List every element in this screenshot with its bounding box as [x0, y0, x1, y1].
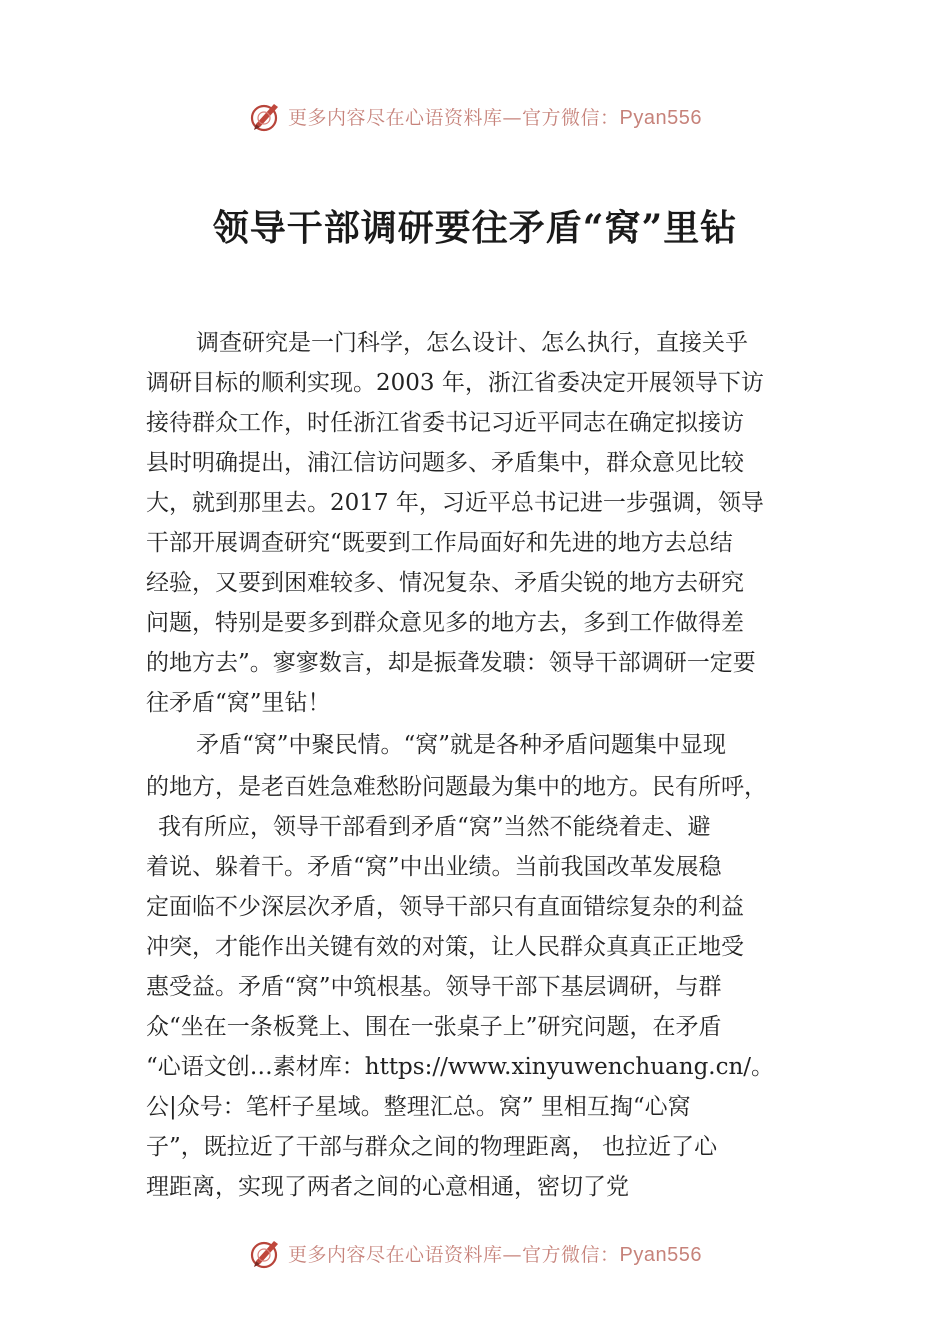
- body-line: 大，就到那里去。2017 年，习近平总书记进一步强调，领导: [146, 490, 764, 516]
- banner-site-name: 更多内容尽在心语资料库: [288, 1243, 503, 1266]
- pen-logo-icon: [248, 98, 284, 134]
- body-line: 调研目标的顺利实现。2003 年，浙江省委决定开展领导下访: [146, 370, 764, 396]
- banner-text: [288, 1240, 702, 1267]
- body-line: 问题，特别是要多到群众意见多的地方去，多到工作做得差: [146, 610, 744, 636]
- document-title: 领导干部调研要往矛盾“窝”里钻: [212, 207, 738, 249]
- body-line: 着说、躲着干。矛盾“窝”中出业绩。当前我国改革发展稳: [146, 854, 722, 880]
- body-line: 经验，又要到困难较多、情况复杂、矛盾尖锐的地方去研究: [146, 570, 744, 596]
- body-line: 接待群众工作，时任浙江省委书记习近平同志在确定拟接访: [146, 410, 744, 436]
- body-line: 冲突，才能作出关键有效的对策，让人民群众真真正正地受: [146, 934, 744, 960]
- document-body: [146, 323, 846, 1207]
- body-line: 的地方去”。寥寥数言，却是振聋发聩：领导干部调研一定要: [146, 650, 756, 676]
- banner-wechat-label: 官方微信：: [522, 106, 620, 129]
- body-line: 公|众号：笔杆子星域。整理汇总。窝” 里相互掏“心窝: [146, 1094, 691, 1120]
- banner-wechat-label: 官方微信：: [522, 1243, 620, 1266]
- banner-dash: —: [502, 1243, 523, 1266]
- banner-wechat-id: Pyan556: [619, 1243, 702, 1266]
- pen-logo-icon: [248, 1235, 284, 1271]
- body-line-url: “心语文创…素材库：https://www.xinyuwenchuang.cn/。: [146, 1054, 775, 1080]
- body-line: 的地方，是老百姓急难愁盼问题最为集中的地方。民有所呼，: [146, 774, 767, 800]
- body-line: 干部开展调查研究“既要到工作局面好和先进的地方去总结: [146, 530, 733, 556]
- footer-banner: [0, 1233, 950, 1273]
- body-line: 矛盾“窝”中聚民情。“窝”就是各种矛盾问题集中显现: [196, 732, 727, 758]
- banner-text: [288, 103, 702, 130]
- header-banner: [0, 96, 950, 136]
- banner-dash: —: [502, 106, 523, 129]
- body-line: 往矛盾“窝”里钻！: [146, 690, 331, 716]
- banner-site-name: 更多内容尽在心语资料库: [288, 106, 503, 129]
- body-line: 调查研究是一门科学，怎么设计、怎么执行，直接关乎: [196, 330, 748, 356]
- body-line: 惠受益。矛盾“窝”中筑根基。领导干部下基层调研，与群: [146, 974, 722, 1000]
- body-line: 我有所应，领导干部看到矛盾“窝”当然不能绕着走、避: [158, 814, 711, 840]
- body-line: 子”，既拉近了干部与群众之间的物理距离， 也拉近了心: [146, 1134, 718, 1160]
- body-line: 理距离，实现了两者之间的心意相通，密切了党: [146, 1174, 629, 1200]
- body-line: 县时明确提出，浦江信访问题多、矛盾集中，群众意见比较: [146, 450, 744, 476]
- body-line: 定面临不少深层次矛盾，领导干部只有直面错综复杂的利益: [146, 894, 744, 920]
- body-line: 众“坐在一条板凳上、围在一张桌子上”研究问题，在矛盾: [146, 1014, 722, 1040]
- banner-wechat-id: Pyan556: [619, 106, 702, 129]
